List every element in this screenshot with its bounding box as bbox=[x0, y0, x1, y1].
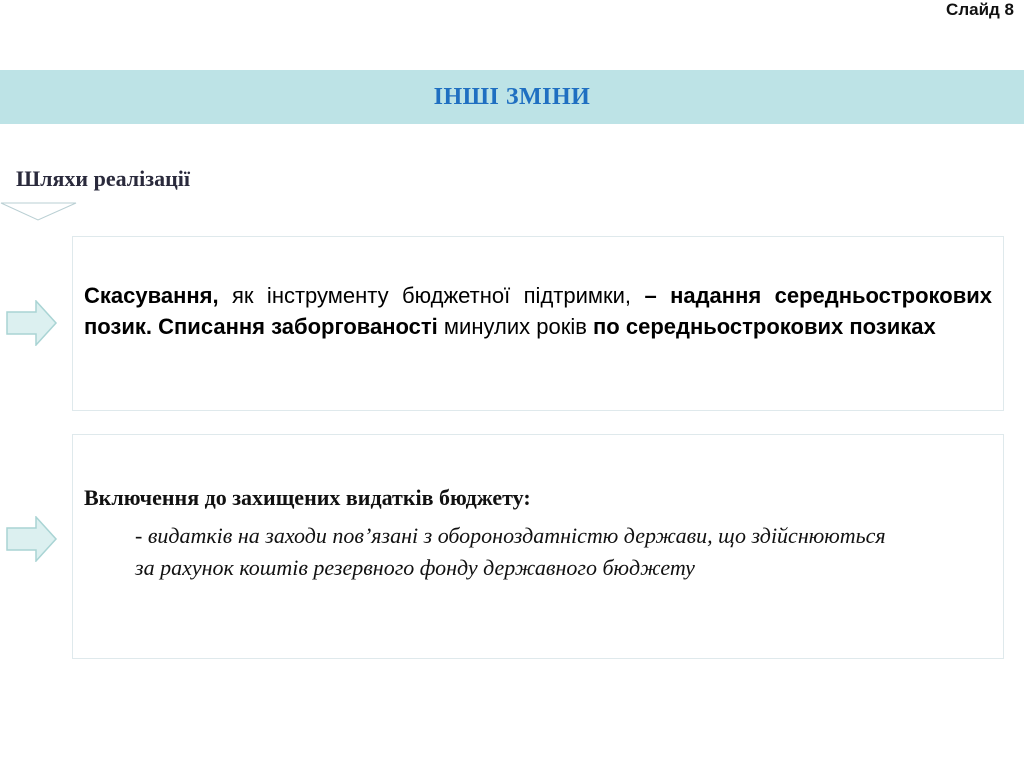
item-card-1 bbox=[72, 236, 1004, 411]
item-1-text bbox=[84, 280, 992, 342]
item-1-part3: – надання середньострокових позик. Списання заборгованості bbox=[84, 283, 992, 339]
arrow-right-icon bbox=[6, 300, 58, 346]
item-card-2 bbox=[72, 434, 1004, 659]
item-1-part1: Скасування, bbox=[84, 283, 219, 308]
item-1-part2: як інструменту бюджетної підтримки, bbox=[218, 283, 645, 308]
slide-number: Слайд 8 bbox=[946, 0, 1014, 19]
arrow-right-icon bbox=[6, 516, 58, 562]
item-1-part5: по середньострокових позиках bbox=[593, 314, 936, 339]
slide-title: ІНШІ ЗМІНИ bbox=[433, 83, 591, 110]
triangle-down-icon bbox=[0, 202, 78, 222]
section-heading: Шляхи реалізації bbox=[16, 166, 190, 191]
item-2-detail: - видатків на заходи пов’язані з обороноздатністю держави, що здійснюються за рахунок коштів резервного фонду державного бюджету bbox=[135, 523, 886, 580]
item-1-part4: минулих років bbox=[437, 314, 594, 339]
title-band bbox=[0, 70, 1024, 124]
item-2-heading: Включення до захищених видатків бюджету: bbox=[84, 485, 531, 510]
